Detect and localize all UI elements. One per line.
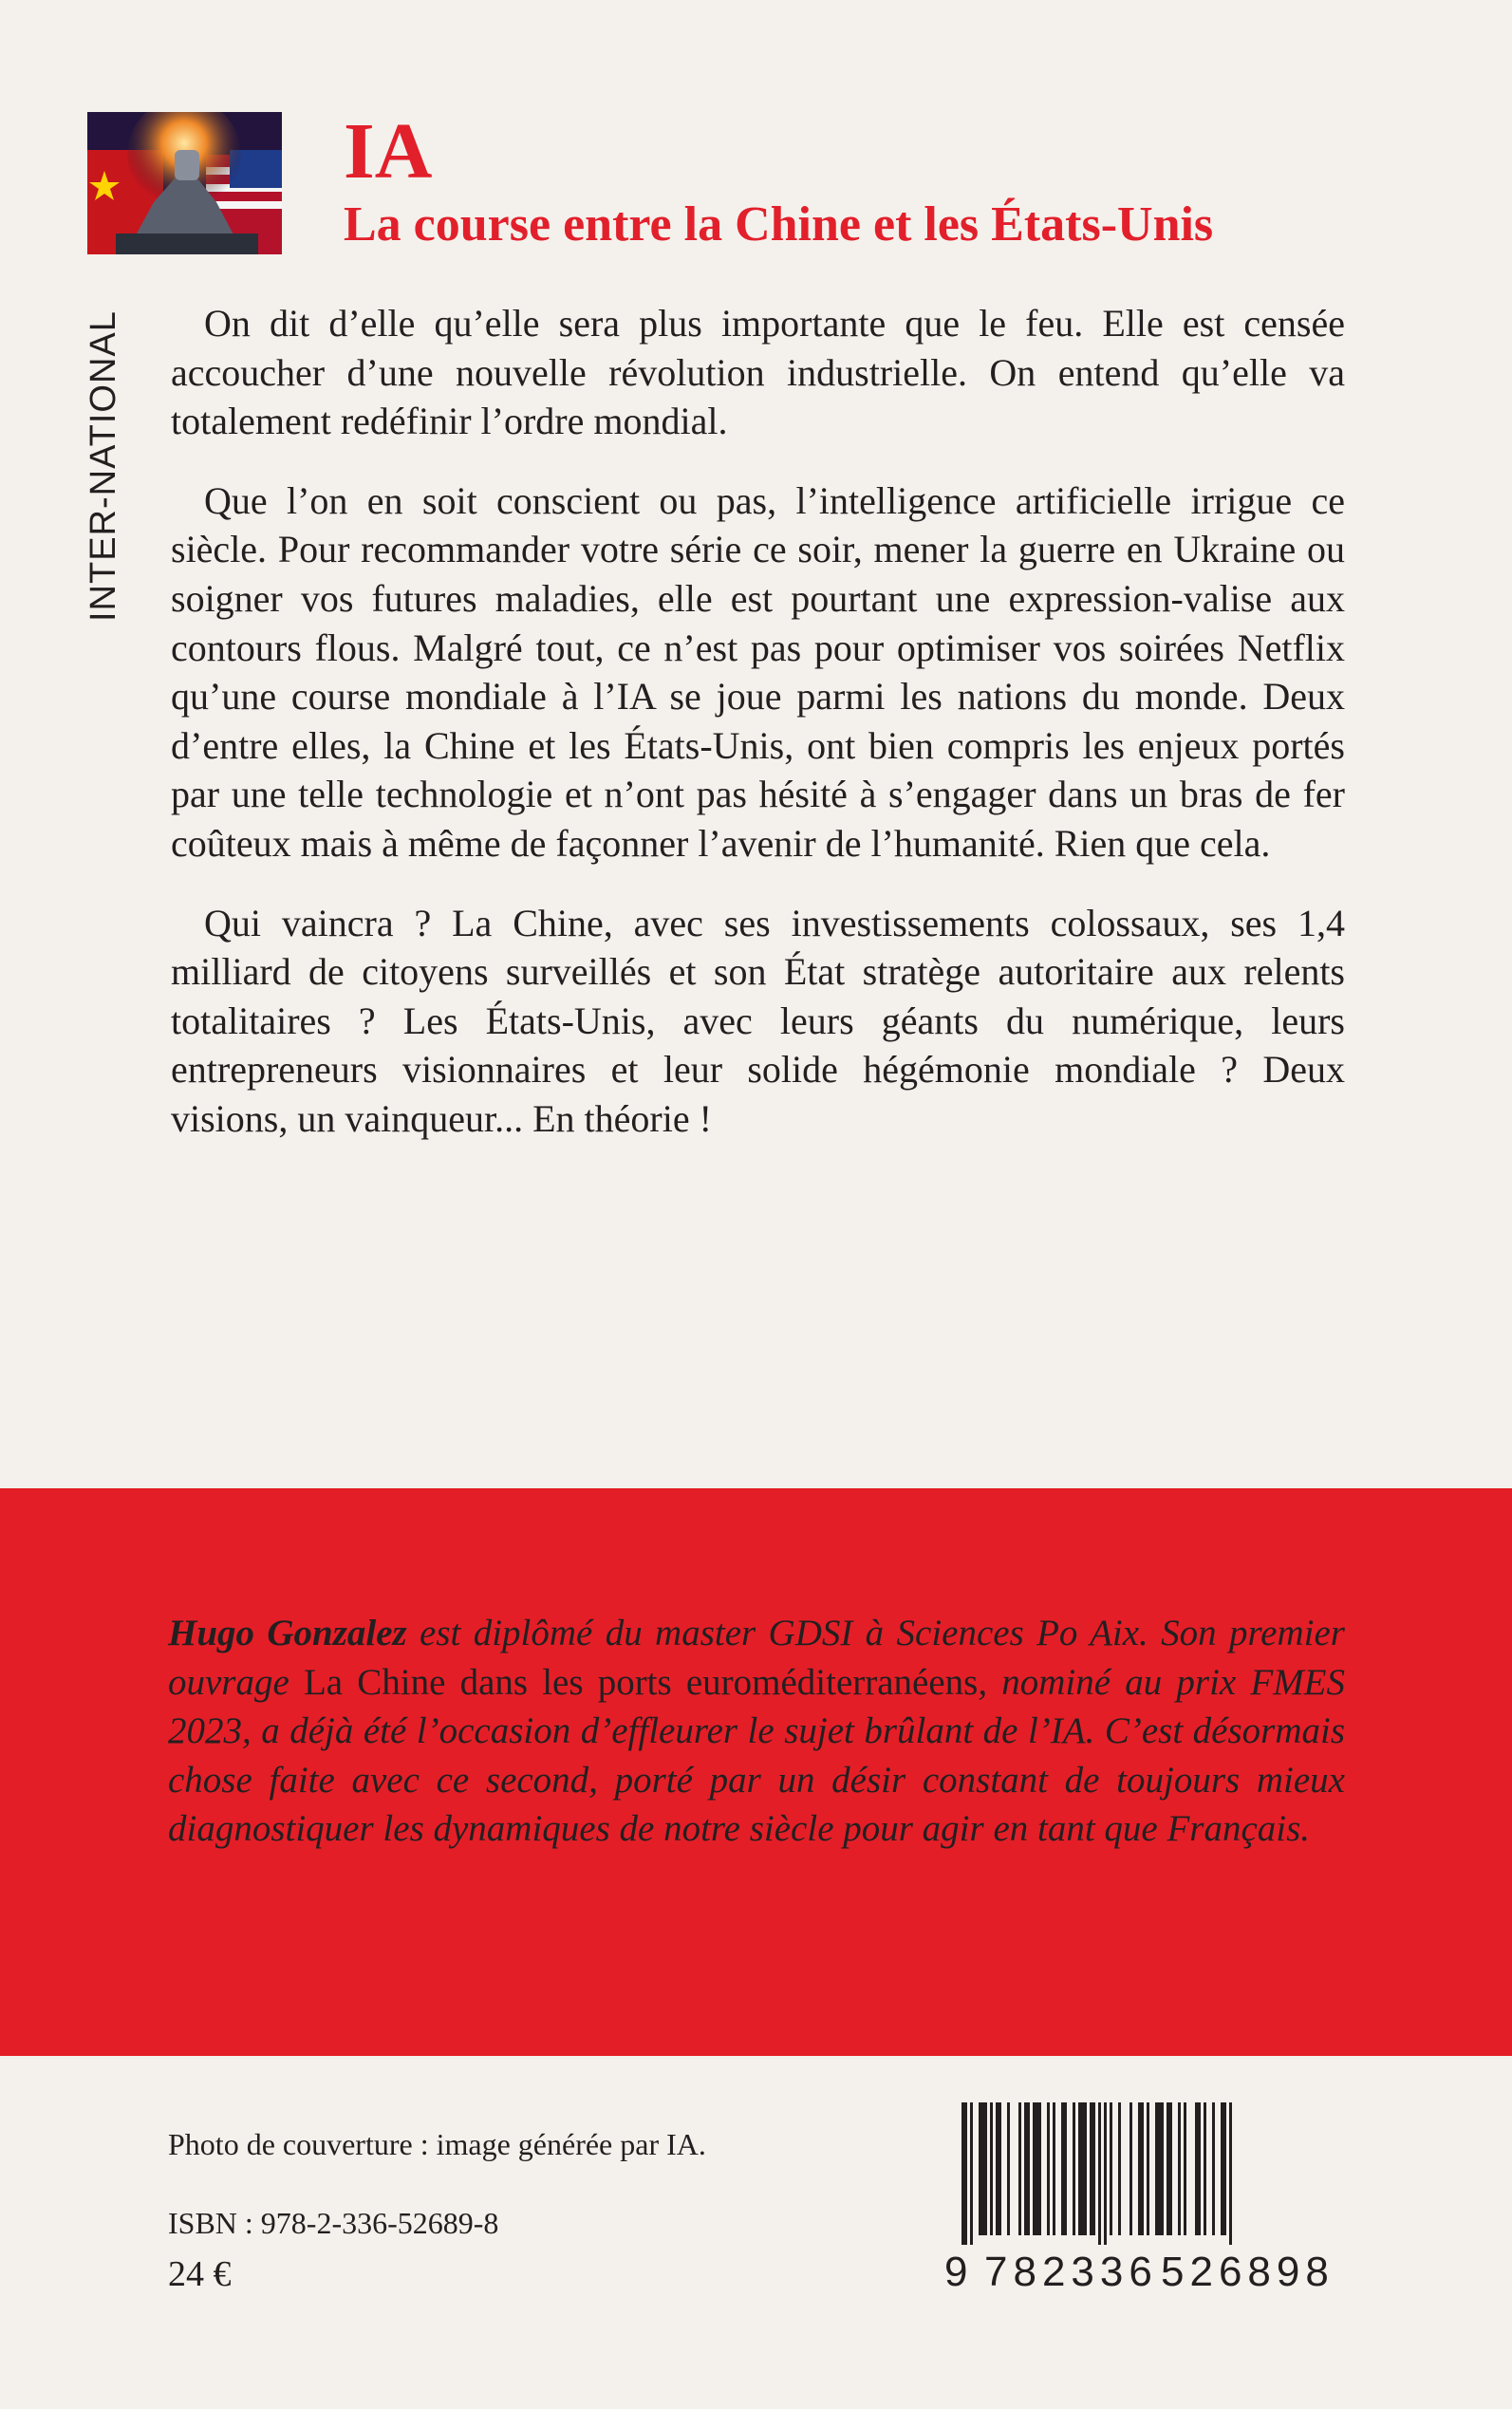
barcode-bar [1073,2102,1075,2235]
first-book-title: La Chine dans les ports euroméditerranéens [303,1661,979,1703]
back-cover-blurb [171,299,1345,1174]
author-name: Hugo Gonzalez [168,1613,407,1653]
barcode-bar [1221,2102,1226,2235]
barcode-bar [1090,2102,1095,2235]
barcode-lead-digit: 9 [944,2249,970,2295]
barcode-bar [1195,2102,1201,2235]
barcode-bar [1138,2102,1144,2235]
barcode-bar [1061,2102,1067,2235]
book-title: IA [344,107,433,196]
author-bio [168,1609,1345,1854]
barcode-bar [970,2102,973,2245]
barcode-bar [1178,2102,1181,2235]
barcode-bar [1155,2102,1164,2235]
barcode-bar [1184,2102,1186,2235]
barcode-bar [996,2102,1001,2235]
barcode-bar [990,2102,993,2235]
barcode-bar [1007,2102,1010,2235]
barcode-bar [1118,2102,1121,2235]
barcode-bar [1110,2102,1112,2235]
barcode-bar [961,2102,967,2245]
barcode-bar [1104,2102,1107,2245]
barcode-bar [979,2102,987,2235]
barcode-bar [1212,2102,1215,2235]
barcode-bar [1053,2102,1055,2235]
isbn: ISBN : 978-2-336-52689-8 [168,2206,499,2240]
barcode-bar [1047,2102,1050,2235]
barcode-bar [1147,2102,1149,2235]
author-bio-text: , nominé au prix FMES 2023, a déjà été l’occasion d’effleurer le sujet brûlant de l’IA. C’est désormais chose faite avec ce second, porté par un désir constant de toujours mieux diagnostiquer les dynamiques de notre siècle pour agir en tant que Français. [168,1661,1345,1849]
barcode-bar [1033,2102,1041,2235]
arm-wrestling-image [87,112,282,254]
barcode-bar [1018,2102,1021,2235]
blurb-paragraph: Que l’on en soit conscient ou pas, l’intelligence artificielle irrigue ce siècle. Pour recommander votre série ce soir, mener la guerre en Ukraine ou soigner vos futures maladies, elle est pourtant une expression-valise aux contours flous. Malgré tout, ce n’est pas pour optimiser vos soirées Netflix qu’une course mondiale à l’IA se joue parmi les nations du monde. Deux d’entre elles, la Chine et les États-Unis, ont bien compris les enjeux portés par une telle technologie et n’ont pas hésité à s’engager dans un bras de fer coûteux mais à même de façonner l’avenir de l’humanité. Rien que cela. [171,478,1345,865]
blurb-paragraph: Qui vaincra ? La Chine, avec ses investissements colossaux, ses 1,4 milliard de citoyens surveillés et son État stratège autoritaire aux relents totalitaires ? Les États-Unis, avec leurs géants du numérique, leurs entrepreneurs visionnaires et leur solide hégémonie mondiale ? Deux visions, un vainqueur... En théorie ! [171,901,1345,1140]
barcode-left-digits: 782336 [984,2249,1158,2295]
collection-label: INTER-NATIONAL [84,310,123,622]
barcode-bar [1229,2102,1232,2245]
author-bio-text: est diplômé du master GDSI à Sciences Po Aix. Son premier ouvrage [168,1613,1345,1703]
barcode-bar [1129,2102,1132,2235]
blurb-paragraph: On dit d’elle qu’elle sera plus importante que le feu. Elle est censée accoucher d’une nouvelle révolution industrielle. On entend qu’elle va totalement redéfinir l’ordre mondial. [171,302,1345,443]
cover-thumbnail [87,112,282,254]
barcode-bar [1098,2102,1101,2245]
barcode-bar [1204,2102,1206,2235]
barcode-bar [1167,2102,1172,2235]
book-subtitle: La course entre la Chine et les États-Unis [344,197,1214,252]
barcode-right-digits: 526898 [1161,2249,1335,2295]
barcode-bar [1078,2102,1087,2235]
barcode-bars [944,2102,1353,2245]
photo-credit: Photo de couverture : image générée par IA. [168,2127,706,2161]
barcode-bar [1024,2102,1030,2235]
price: 24 € [168,2254,232,2294]
